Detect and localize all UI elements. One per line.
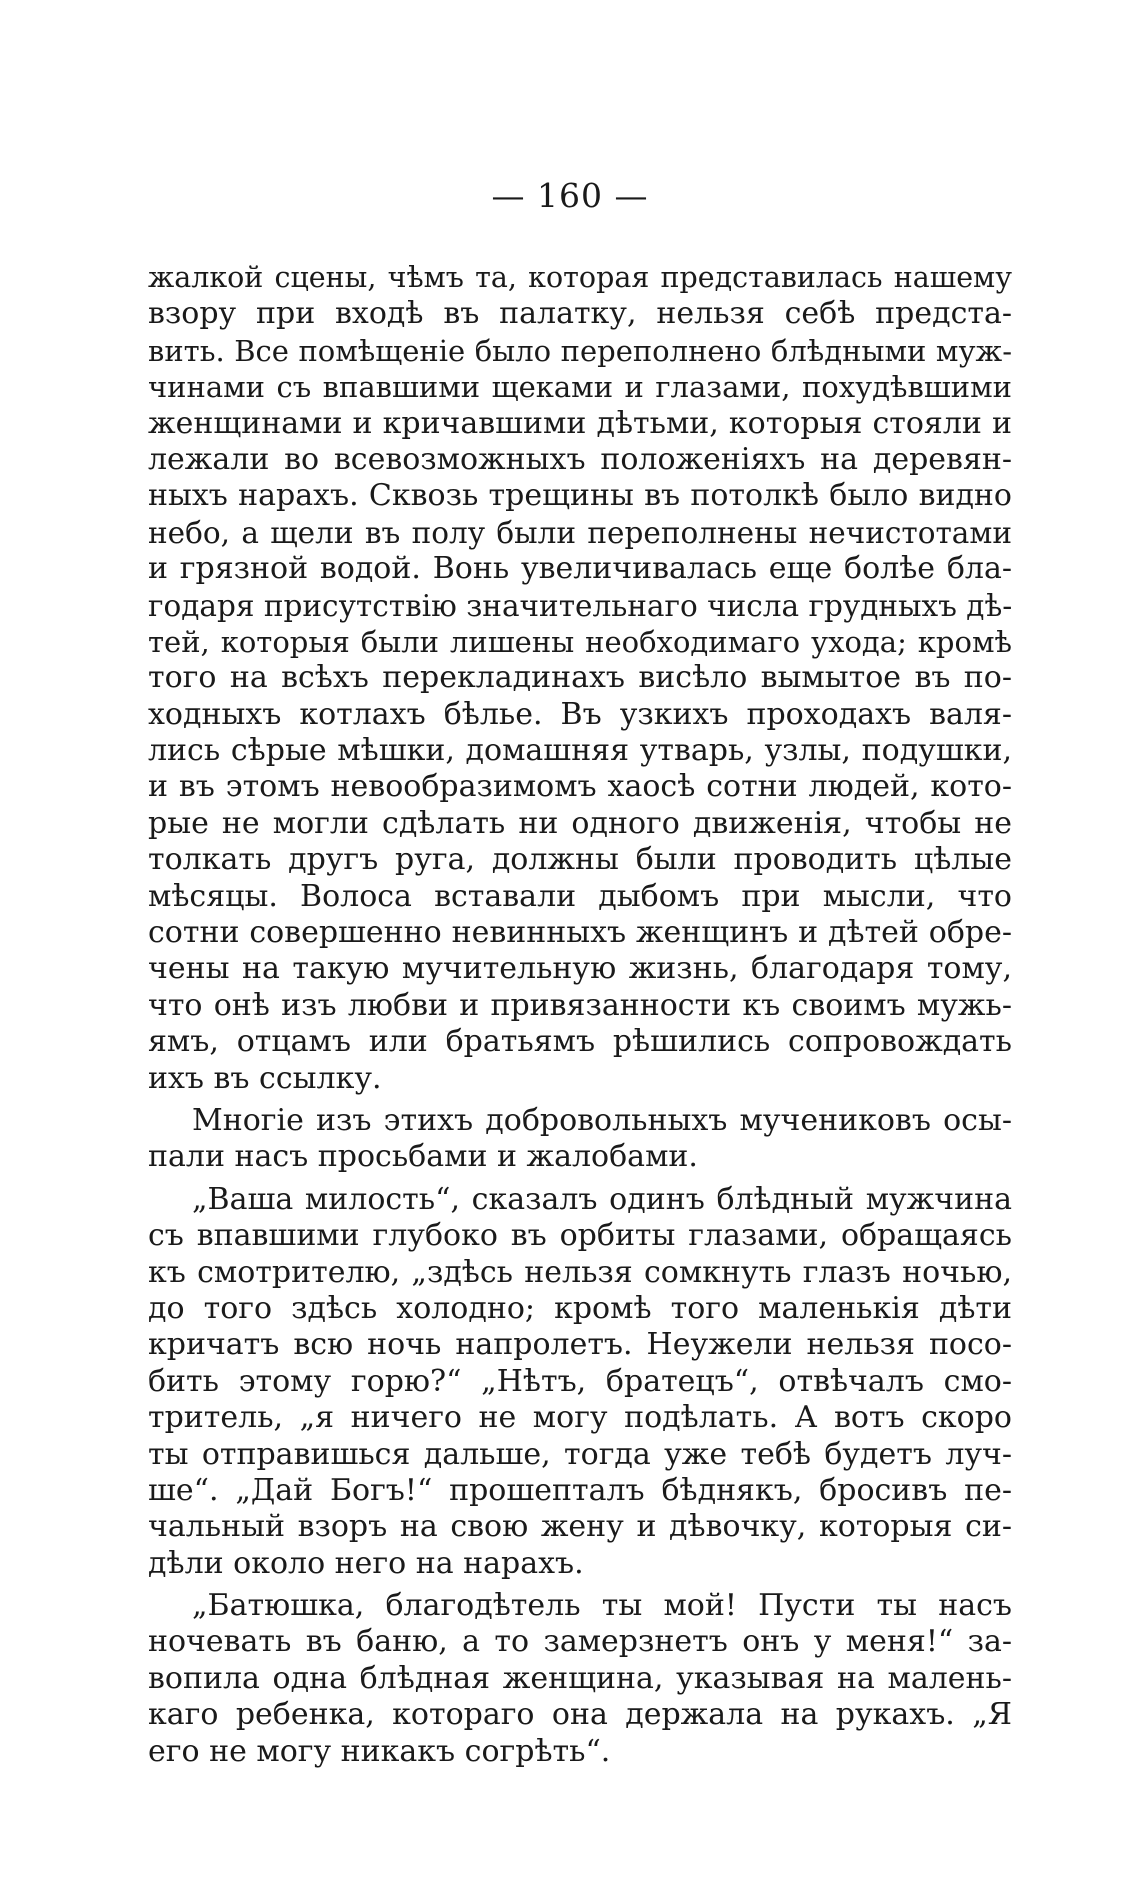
text-line: съ впавшими глубоко въ орбиты глазами, обращаясь <box>148 1218 1012 1254</box>
text-line: тей, которыя были лишены необходимаго ухода; кромѣ <box>148 624 1012 659</box>
text-line: ночевать въ баню, а то замерзнетъ онъ у меня!“ за- <box>148 1624 1012 1660</box>
text-line: ты отправишься дальше, тогда уже тебѣ будетъ луч- <box>148 1436 1012 1472</box>
text-line: тритель, „я ничего не могу подѣлать. А вотъ скоро <box>148 1400 1012 1436</box>
paragraph <box>148 1588 1012 1770</box>
text-line: ныхъ нарахъ. Сквозь трещины въ потолкѣ было видно <box>148 478 1012 514</box>
text-line: лежали во всевозможныхъ положеніяхъ на деревян- <box>148 441 1012 477</box>
text-line: „Батюшка, благодѣтель ты мой! Пусти ты насъ <box>192 1588 1012 1624</box>
text-line: небо, а щели въ полу были переполнены нечистотами <box>148 515 1012 550</box>
text-line: чальный взоръ на свою жену и дѣвочку, которыя си- <box>148 1509 1012 1545</box>
text-line: кричатъ всю ночь напролетъ. Неужели нельзя посо- <box>148 1327 1012 1363</box>
body-text <box>148 260 1012 1770</box>
text-line: пали насъ просьбами и жалобами. <box>148 1139 698 1175</box>
paragraph <box>148 260 1012 1097</box>
text-line: ходныхъ котлахъ бѣлье. Въ узкихъ проходахъ валя- <box>148 696 1012 732</box>
text-line: и въ этомъ невообразимомъ хаосѣ сотни людей, кото- <box>148 769 1012 805</box>
text-line: Многіе изъ этихъ добровольныхъ мучениковъ осы- <box>192 1102 1012 1138</box>
text-line: рые не могли сдѣлать ни одного движенія, чтобы не <box>148 805 1012 841</box>
text-line: толкать другъ руга, должны были проводить цѣлые <box>148 842 1012 878</box>
text-line: женщинами и кричавшими дѣтьми, которыя стояли и <box>148 405 1012 441</box>
text-line: ше“. „Дай Богъ!“ прошепталъ бѣднякъ, бросивъ пе- <box>148 1472 1012 1508</box>
text-line: его не могу никакъ согрѣть“. <box>148 1733 611 1769</box>
text-line: ямъ, отцамъ или братьямъ рѣшились сопровождать <box>148 1024 1012 1060</box>
text-line: каго ребенка, котораго она держала на рукахъ. „Я <box>148 1697 1012 1733</box>
paragraph <box>148 1103 1012 1176</box>
text-line: взору при входѣ въ палатку, нельзя себѣ предста- <box>148 296 1012 332</box>
text-line: вопила одна блѣдная женщина, указывая на малень- <box>148 1660 1012 1696</box>
page-number: — 160 — <box>491 176 649 215</box>
text-line: того на всѣхъ перекладинахъ висѣло вымытое въ по- <box>148 660 1012 696</box>
text-line: „Ваша милость“, сказалъ одинъ блѣдный мужчина <box>192 1181 1012 1217</box>
text-line: ихъ въ ссылку. <box>148 1060 382 1096</box>
text-line: чинами съ впавшими щеками и глазами, похудѣвшими <box>148 370 1012 405</box>
text-line: сотни совершенно невинныхъ женщинъ и дѣтей обре- <box>148 915 1012 951</box>
text-line: и грязной водой. Вонь увеличивалась еще болѣе бла- <box>148 551 1012 587</box>
text-line: лись сѣрые мѣшки, домашняя утварь, узлы, подушки, <box>148 733 1012 769</box>
text-line: годаря присутствію значительнаго числа грудныхъ дѣ- <box>148 588 1012 623</box>
text-line: жалкой сцены, чѣмъ та, которая представилась нашему <box>148 261 1012 294</box>
paragraph <box>148 1182 1012 1582</box>
text-line: дѣли около него на нарахъ. <box>148 1545 584 1581</box>
text-line: что онѣ изъ любви и привязанности къ своимъ мужь- <box>148 987 1012 1023</box>
text-line: къ смотрителю, „здѣсь нельзя сомкнуть глазъ ночью, <box>148 1254 1012 1290</box>
text-line: до того здѣсь холодно; кромѣ того маленькія дѣти <box>148 1290 1012 1326</box>
text-line: чены на такую мучительную жизнь, благодаря тому, <box>148 951 1012 987</box>
text-line: бить этому горю?“ „Нѣтъ, братецъ“, отвѣчалъ смо- <box>148 1363 1012 1399</box>
text-line: вить. Все помѣщеніе было переполнено блѣдными муж- <box>148 333 1012 368</box>
text-line: мѣсяцы. Волоса вставали дыбомъ при мысли, что <box>148 878 1012 914</box>
